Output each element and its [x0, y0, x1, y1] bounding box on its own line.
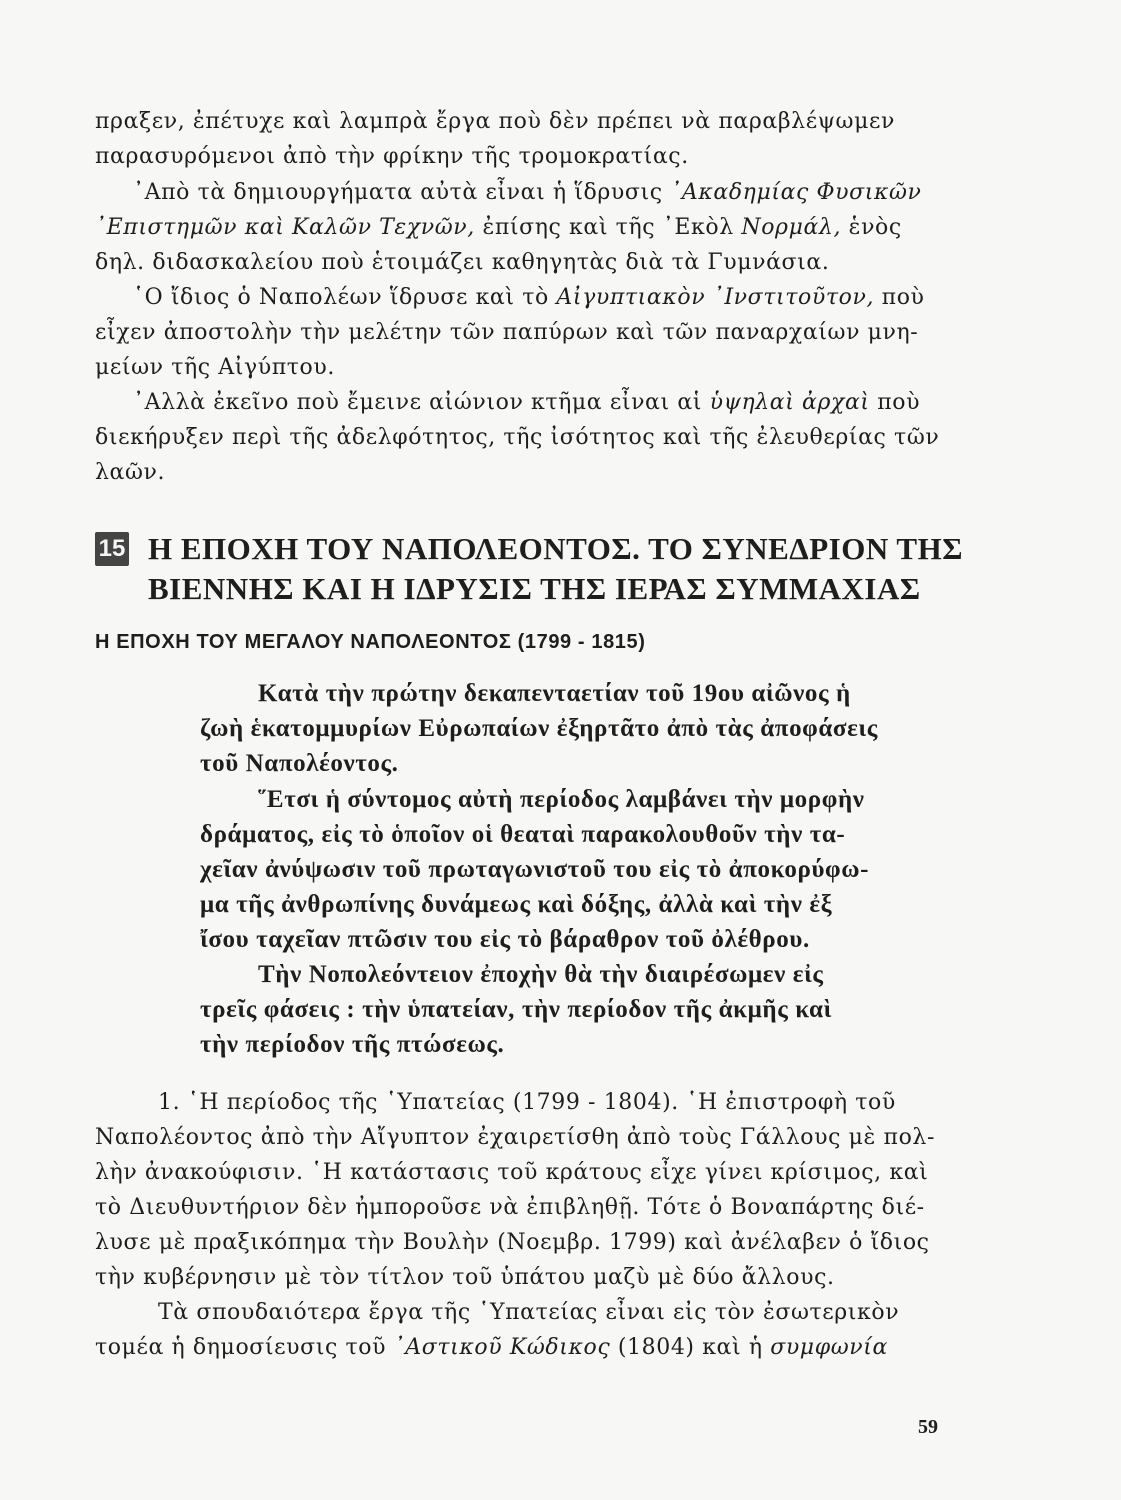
text-line: μείων τῆς Αἰγύπτου.	[95, 355, 335, 380]
summary-line: δράματος, εἰς τὸ ὁποῖον οἱ θεαταὶ παρακολουθοῦν τὴν τα-	[200, 821, 846, 848]
text-line: διεκήρυξεν περὶ τῆς ἀδελφότητος, τῆς ἰσότητος καὶ τῆς ἐλευθερίας τῶν	[95, 425, 940, 450]
summary-line: χεῖαν ἀνύψωσιν τοῦ πρωταγωνιστοῦ του εἰς τὸ ἀποκορύφω-	[200, 856, 870, 883]
text-span: ποὺ	[877, 390, 921, 415]
summary-line: Τὴν Νοπολεόντειον ἐποχὴν θὰ τὴν διαιρέσωμεν εἰς	[258, 961, 824, 988]
summary-line: ῞Ετσι ἡ σύντομος αὐτὴ περίοδος λαμβάνει τὴν μορφὴν	[258, 786, 865, 813]
text-line: τὸ Διευθυντήριον δὲν ἠμποροῦσε νὰ ἐπιβληθῇ. Τότε ὁ Βοναπάρτης διέ-	[95, 1195, 925, 1220]
text-span: (1804) καὶ ἡ	[617, 1335, 763, 1360]
institution-name: Αἰγυπτιακὸν ᾿Ινστιτοῦτον,	[556, 285, 875, 310]
emphasis-text: ᾿Αστικοῦ Κώδικος	[393, 1335, 611, 1360]
emphasis-text: ὑψηλαὶ ἀρχαὶ	[709, 390, 870, 415]
text-line: πραξεν, ἐπέτυχε καὶ λαμπρὰ ἔργα ποὺ δὲν πρέπει νὰ παραβλέψωμεν	[95, 109, 895, 134]
institution-name: ᾿Ακαδημίας Φυσικῶν	[670, 180, 922, 205]
text-span: ῾Ο ἴδιος ὁ Ναπολέων ἵδρυσε καὶ τὸ	[133, 285, 549, 310]
section-title-line-1: Η ΕΠΟΧΗ ΤΟΥ ΝΑΠΟΛΕΟΝΤΟΣ. ΤΟ ΣΥΝΕΔΡΙΟΝ ΤΗΣ	[148, 531, 963, 566]
page-number: 59	[918, 1416, 938, 1438]
text-span: τομέα ἡ δημοσίευσις τοῦ	[95, 1335, 387, 1360]
text-line: εἶχεν ἀποστολὴν τὴν μελέτην τῶν παπύρων καὶ τῶν παναρχαίων μνη-	[95, 320, 919, 345]
text-span: ᾿Αλλὰ ἐκεῖνο ποὺ ἔμεινε αἰώνιον κτῆμα εἶναι αἱ	[133, 390, 703, 415]
text-line	[133, 392, 920, 414]
section-title-line-2: ΒΙΕΝΝΗΣ ΚΑΙ Η ΙΔΡΥΣΙΣ ΤΗΣ ΙΕΡΑΣ ΣΥΜΜΑΧΙΑΣ	[148, 571, 921, 606]
summary-line: τοῦ Ναπολέοντος.	[200, 750, 399, 777]
text-line	[95, 1337, 888, 1359]
text-span: ἑνὸς	[848, 215, 902, 240]
section-number-badge: 15	[95, 532, 129, 566]
summary-line: Κατὰ τὴν πρώτην δεκαπενταετίαν τοῦ 19ου αἰῶνος ἡ	[258, 680, 851, 707]
text-line: παρασυρόμενοι ἀπὸ τὴν φρίκην τῆς τρομοκρατίας.	[95, 144, 689, 169]
summary-line: ζωὴ ἑκατομμυρίων Εὐρωπαίων ἐξηρτᾶτο ἀπὸ τὰς ἀποφάσεις	[200, 715, 878, 742]
text-span: ἐπίσης καὶ τῆς ᾿Εκὸλ	[482, 215, 734, 240]
text-line: τὴν κυβέρνησιν μὲ τὸν τίτλον τοῦ ὑπάτου μαζὺ μὲ δύο ἄλλους.	[95, 1265, 835, 1290]
summary-line: τρεῖς φάσεις : τὴν ὑπατείαν, τὴν περίοδον τῆς ἀκμῆς καὶ	[200, 996, 832, 1023]
text-line	[133, 287, 925, 309]
text-line	[95, 217, 902, 239]
text-line: λυσε μὲ πραξικόπημα τὴν Βουλὴν (Νοεμβρ. 1799) καὶ ἀνέλαβεν ὁ ἴδιος	[95, 1230, 930, 1255]
institution-name: ᾿Επιστημῶν καὶ Καλῶν Τεχνῶν,	[95, 215, 475, 240]
text-line: Τὰ σπουδαιότερα ἔργα τῆς ῾Υπατείας εἶναι εἰς τὸν ἐσωτερικὸν	[158, 1300, 900, 1325]
subheading: Η ΕΠΟΧΗ ΤΟΥ ΜΕΓΑΛΟΥ ΝΑΠΟΛΕΟΝΤΟΣ (1799 - 1815)	[95, 631, 646, 653]
text-line: 1. ῾Η περίοδος τῆς ῾Υπατείας (1799 - 1804). ῾Η ἐπιστροφὴ τοῦ	[158, 1090, 896, 1115]
institution-name: Νορμάλ,	[741, 215, 842, 240]
text-span: ᾿Απὸ τὰ δημιουργήματα αὐτὰ εἶναι ἡ ἵδρυσις	[133, 180, 663, 205]
summary-line: ἴσου ταχεῖαν πτῶσιν του εἰς τὸ βάραθρον τοῦ ὀλέθρου.	[200, 926, 810, 953]
text-line	[133, 182, 922, 204]
text-line: λὴν ἀνακούφισιν. ῾Η κατάστασις τοῦ κράτους εἶχε γίνει κρίσιμος, καὶ	[95, 1160, 929, 1185]
summary-line: τὴν περίοδον τῆς πτώσεως.	[200, 1031, 505, 1058]
text-span: ποὺ	[881, 285, 925, 310]
emphasis-text: συμφωνία	[770, 1335, 888, 1360]
text-line: λαῶν.	[95, 460, 166, 485]
text-line: Ναπολέοντος ἀπὸ τὴν Αἴγυπτον ἐχαιρετίσθη ἀπὸ τοὺς Γάλλους μὲ πολ-	[95, 1125, 936, 1150]
summary-line: μα τῆς ἀνθρωπίνης δυνάμεως καὶ δόξης, ἀλλὰ καὶ τὴν ἐξ	[200, 891, 833, 918]
text-line: δηλ. διδασκαλείου ποὺ ἑτοιμάζει καθηγητὰς διὰ τὰ Γυμνάσια.	[95, 250, 830, 275]
